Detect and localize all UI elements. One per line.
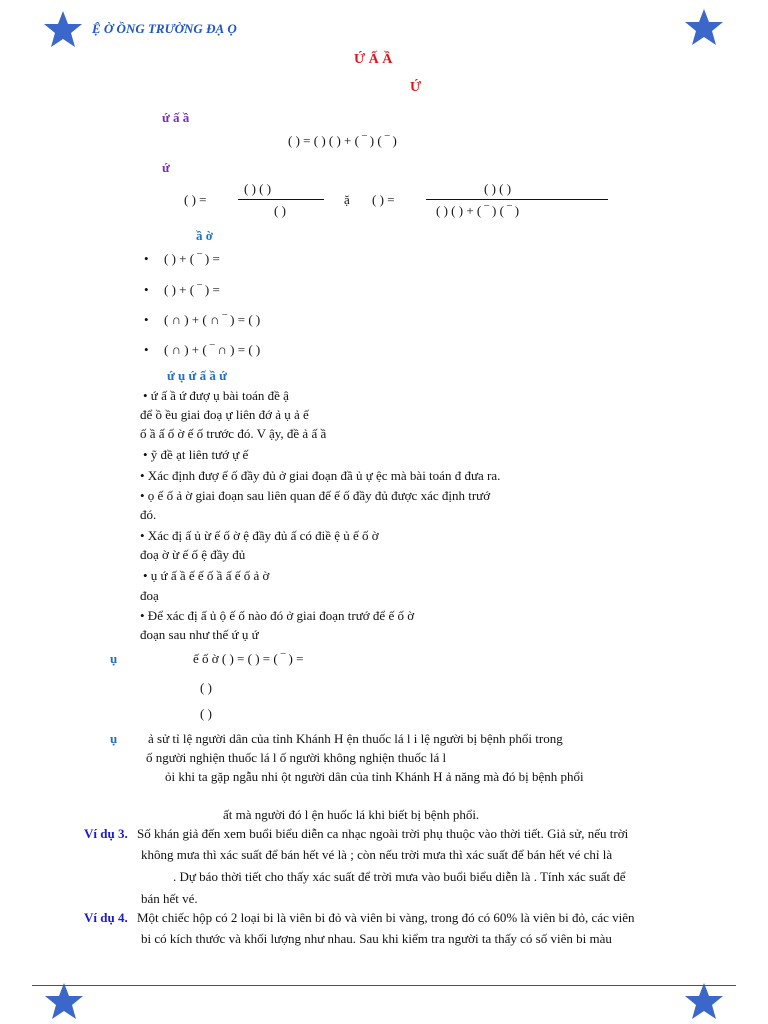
- app-line-13: đoạn sau như thế ứ ụ ứ: [140, 627, 259, 642]
- app-line-5: • Xác định đượ ế ố đầy đủ ở giai đoạn đầ ủ ự ệc mà bài toán đ đưa ra.: [140, 468, 501, 483]
- example-4-line-2: bi có kích thước và khối lượng như nhau. Sau khi kiểm tra người ta thấy có số viên bi màu: [141, 931, 612, 946]
- bayes-numerator-2: ( ) ( ): [484, 181, 512, 196]
- example-3-line-3: . Dự báo thời tiết cho thấy xác suất để trời mưa vào buổi biểu diễn là . Tính xác suất để: [173, 869, 626, 884]
- fraction-bar-1: [238, 199, 324, 200]
- star-icon-top-right: [684, 8, 724, 48]
- bayes-denominator-2: ( ) ( ) + ( ‾ ) ( ‾ ): [436, 203, 520, 218]
- example-3-line-4: bán hết vé.: [141, 891, 198, 906]
- app-line-3: ố ầ ấ ố ờ ế ố trước đó. V ậy, đề ả ấ ầ: [140, 426, 327, 441]
- example-3-line-1: Số khán giả đến xem buổi biểu diễn ca nhạc ngoài trời phụ thuộc vào thời tiết. Giả sử, nếu trời: [137, 826, 629, 841]
- example-4-line-1: Một chiếc hộp có 2 loại bi là viên bi đỏ và viên bi vàng, trong đó có 60% là viên bi đỏ, các viên: [137, 910, 635, 925]
- star-icon-bottom-left: [44, 982, 84, 1022]
- app-line-12: • Để xác đị ấ ủ ộ ế ố nào đó ở giai đoạn trướ để ế ố ờ: [140, 608, 415, 623]
- star-icon-top-left: [43, 10, 83, 50]
- section-heading-total-probability: ứ ấ ầ: [162, 110, 190, 125]
- remark-bullet-3: ( ∩ ) + ( ∩ ‾ ) = ( ): [164, 312, 261, 327]
- bayes-denominator-1: ( ): [274, 203, 286, 218]
- app-line-10: • ụ ứ ấ ầ ế ế ố ầ ấ ế ố ả ờ: [143, 568, 270, 583]
- remark-bullet-1: ( ) + ( ‾ ) =: [164, 251, 220, 266]
- example-4-label: Ví dụ 4.: [84, 910, 128, 925]
- bullet-dot: •: [144, 342, 149, 357]
- footer-divider: [32, 985, 736, 986]
- star-icon-bottom-right: [684, 982, 724, 1022]
- example-1-text: ế ố ờ ( ) = ( ) = ( ‾ ) =: [193, 651, 304, 666]
- example-3-line-2: không mưa thì xác suất để bán hết vé là ; còn nếu trời mưa thì xác suất để bán hết vé chỉ là: [141, 847, 613, 862]
- remark-bullet-4: ( ∩ ) + ( ‾ ∩ ) = ( ): [164, 342, 261, 357]
- app-line-9: đoạ ờ ừ ế ố ệ đầy đủ: [140, 547, 246, 562]
- app-line-8: • Xác đị ấ ủ ừ ế ố ờ ệ đầy đủ ấ có điề ệ ủ ế ố ờ: [140, 528, 379, 543]
- example-2-label: ụ: [110, 731, 118, 746]
- section-heading-remarks: ầ ờ: [196, 228, 213, 243]
- remark-bullet-2: ( ) + ( ‾ ) =: [164, 282, 220, 297]
- bullet-dot: •: [144, 282, 149, 297]
- example-1-label: ụ: [110, 651, 118, 666]
- example-2-line-2: ố người nghiện thuốc lá l ố người không nghiện thuốc lá l: [146, 750, 447, 765]
- bayes-lhs-2: ( ) =: [372, 192, 395, 207]
- page-header: Ệ Ờ ỒNG TRƯỜNG ĐẠ Ọ: [92, 21, 237, 36]
- example-1-sub-2: ( ): [200, 706, 212, 721]
- total-probability-formula: ( ) = ( ) ( ) + ( ‾ ) ( ‾ ): [288, 133, 397, 148]
- section-heading-bayes: ứ: [162, 160, 170, 175]
- app-line-7: đó.: [140, 507, 157, 522]
- document-title: Ứ Ấ Ầ: [354, 52, 393, 67]
- app-line-1: • ứ ấ ầ ứ đượ ụ bài toán đề ậ: [143, 388, 289, 403]
- example-2-line-1: ả sử tỉ lệ người dân của tỉnh Khánh H ện thuốc lá l i lệ người bị bệnh phổi trong: [148, 731, 563, 746]
- fraction-bar-2: [426, 199, 608, 200]
- app-line-11: đoạ: [140, 588, 159, 603]
- bayes-and-connector: ặ: [344, 192, 350, 207]
- example-3-label: Ví dụ 3.: [84, 826, 128, 841]
- bayes-numerator-1: ( ) ( ): [244, 181, 272, 196]
- app-line-4: • ỹ đề ạt liên tướ ự ế: [143, 447, 249, 462]
- app-line-6: • ọ ế ố ả ờ giai đoạn sau liên quan đế ế ố đầy đủ được xác định trướ: [140, 488, 491, 503]
- bayes-lhs-1: ( ) =: [184, 192, 207, 207]
- example-2-line-3: ỏi khi ta gặp ngẫu nhi ột người dân của tỉnh Khánh H ả năng mà đó bị bệnh phổi: [165, 769, 584, 784]
- bullet-dot: •: [144, 251, 149, 266]
- app-line-2: để ồ ều giai đoạ ự liên đớ ả ụ ả ế: [140, 407, 309, 422]
- document-subtitle: Ứ: [410, 80, 422, 95]
- bullet-dot: •: [144, 312, 149, 327]
- example-1-sub-1: ( ): [200, 680, 212, 695]
- example-2-line-4: ất mà người đó l ện huốc lá khi biết bị bệnh phổi.: [223, 807, 480, 822]
- section-heading-applications: ứ ụ ứ ấ ầ ứ: [167, 368, 227, 383]
